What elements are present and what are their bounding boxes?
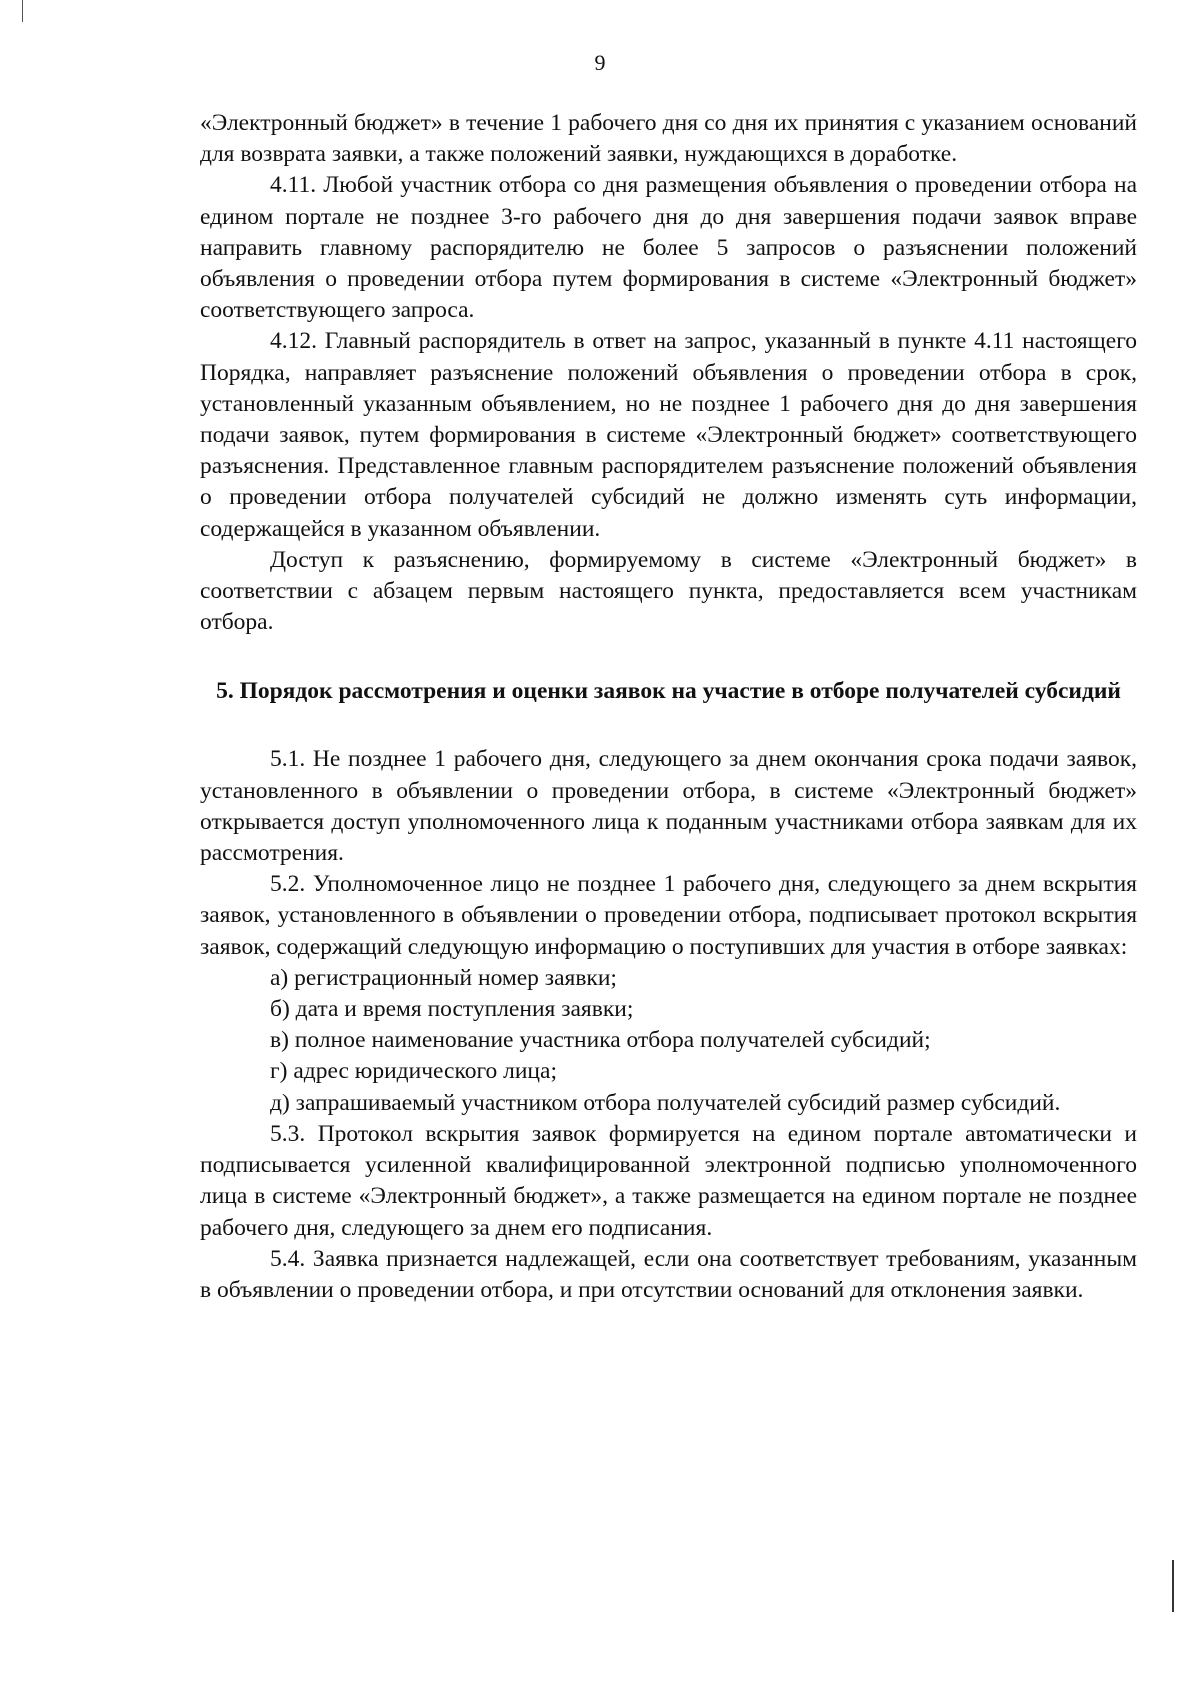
document-body — [200, 108, 1137, 1306]
paragraph: 5.2. Уполномоченное лицо не позднее 1 рабочего дня, следующего за днем вскрытия заявок, установленного в объявлении о проведении отбора, подписывает протокол вскрытия заявок, содержащий следующую информацию о поступивших для участия в отборе заявках: — [200, 871, 1137, 960]
section-4-continuation — [200, 108, 1137, 638]
paragraph: б) дата и время поступления заявки; — [270, 996, 634, 1023]
scan-edge-mark-top-left — [22, 0, 23, 22]
paragraph: в) полное наименование участника отбора получателей субсидий; — [270, 1027, 931, 1054]
paragraph: Доступ к разъяснению, формируемому в системе «Электронный бюджет» в соответствии с абзацем первым настоящего пункта, предоставляется всем участникам отбора. — [200, 546, 1137, 636]
page-number: 9 — [594, 50, 606, 75]
paragraph: 5.4. Заявка признается надлежащей, если она соответствует требованиям, указанным в объявлении о проведении отбора, и при отсутствии оснований для отклонения заявки. — [200, 1245, 1137, 1303]
paragraph: а) регистрационный номер заявки; — [270, 964, 617, 991]
paragraph: д) запрашиваемый участником отбора получателей субсидий размер субсидий. — [270, 1089, 1061, 1116]
paragraph: 4.11. Любой участник отбора со дня размещения объявления о проведении отбора на едином портале не позднее 3-го рабочего дня до дня завершения подачи заявок вправе направить главному распорядителю не более 5 запросов о разъяснении положений объявления о проведении отбора путем формирования в системе «Электронный бюджет» соответствующего запроса. — [200, 172, 1137, 324]
section-5-body — [200, 744, 1137, 1306]
paragraph: 4.12. Главный распорядитель в ответ на запрос, указанный в пункте 4.11 настоящего Порядка, направляет разъяснение положений объявления о проведении отбора в срок, установленный указанным объявлением, но не позднее 1 рабочего дня до дня завершения подачи заявок, путем формирования в системе «Электронный бюджет» соответствующего разъяснения. Представленное главным распорядителем разъяснение положений объявления о проведении отбора получателей субсидий не должно изменять суть информации, содержащейся в указанном объявлении. — [200, 328, 1137, 542]
paragraph: 5.3. Протокол вскрытия заявок формируется на едином портале автоматически и подписывается усиленной квалифицированной электронной подписью уполномоченного лица в системе «Электронный бюджет», а также размещается на едином портале не позднее рабочего дня, следующего за днем его подписания. — [200, 1120, 1137, 1241]
section-heading: 5. Порядок рассмотрения и оценки заявок на участие в отборе получателей субсидий — [216, 678, 1121, 705]
paragraph: 5.1. Не позднее 1 рабочего дня, следующего за днем окончания срока подачи заявок, установленного в объявлении о проведении отбора, в системе «Электронный бюджет» открывается доступ уполномоченного лица к поданным участниками отбора заявкам для их рассмотрения. — [200, 746, 1137, 867]
paragraph: «Электронный бюджет» в течение 1 рабочего дня со дня их принятия с указанием оснований для возврата заявки, а также положений заявки, нуждающихся в доработке. — [200, 110, 1137, 168]
paragraph: г) адрес юридического лица; — [270, 1058, 557, 1085]
scan-edge-mark-bottom-right — [1172, 1560, 1174, 1612]
